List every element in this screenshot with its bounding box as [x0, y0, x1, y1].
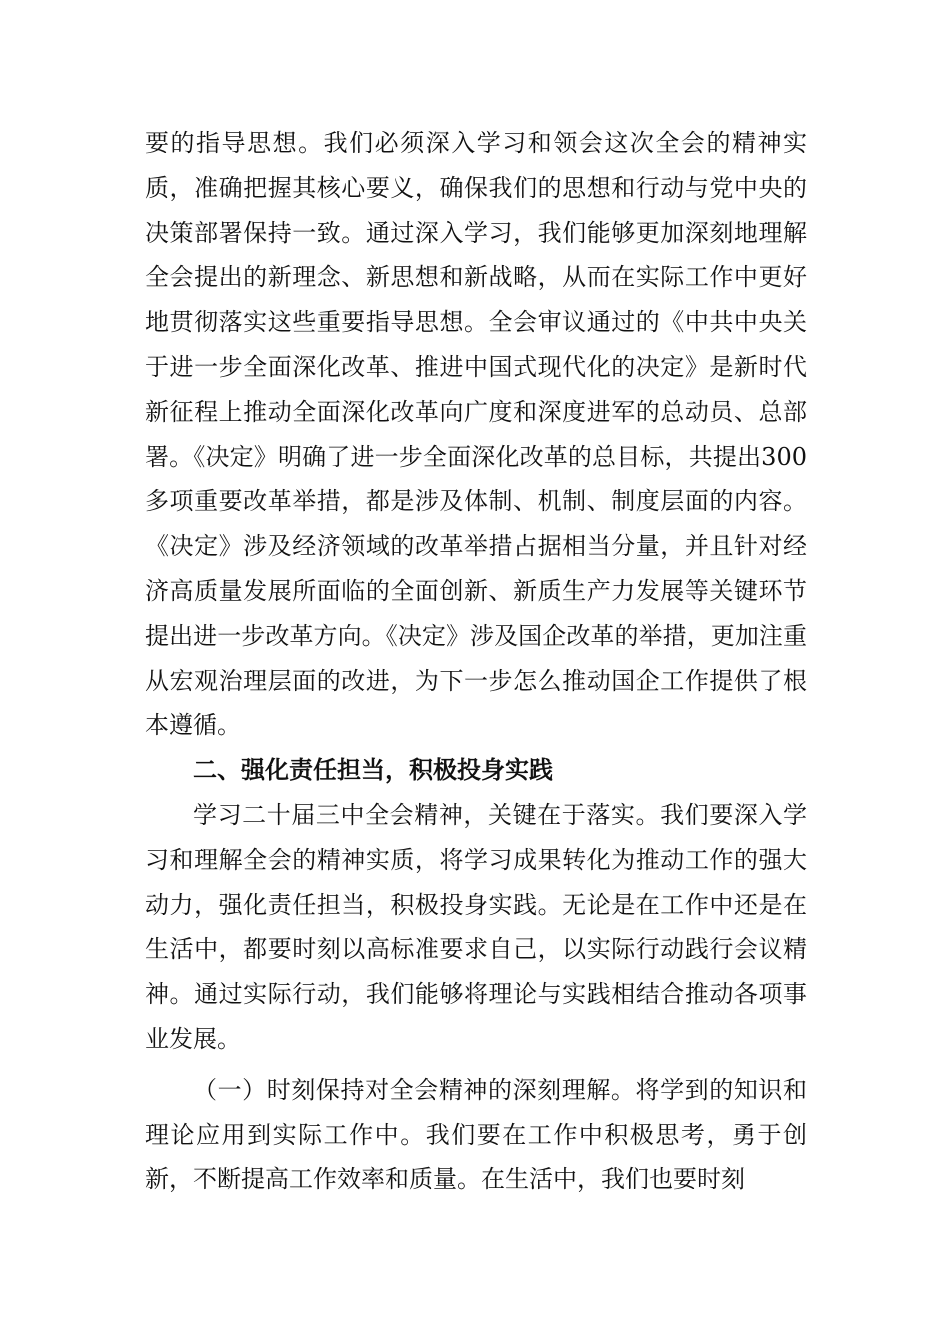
- section-paragraph: 学习二十届三中全会精神，关键在于落实。我们要深入学习和理解全会的精神实质，将学习成果转化为推动工作的强大动力，强化责任担当，积极投身实践。无论是在工作中还是在生活中，都要时刻以高标准要求自己，以实际行动践行会议精神。通过实际行动，我们能够将理论与实践相结合推动各项事业发展。: [145, 800, 807, 1053]
- subsection-paragraph: （一）时刻保持对全会精神的深刻理解。将学到的知识和理论应用到实际工作中。我们要在工作中积极思考，勇于创新，不断提高工作效率和质量。在生活中，我们也要时刻: [145, 1075, 807, 1194]
- paragraph-continued: 要的指导思想。我们必须深入学习和领会这次全会的精神实质，准确把握其核心要义，确保我们的思想和行动与党中央的决策部署保持一致。通过深入学习，我们能够更加深刻地理解全会提出的新理念、新思想和新战略，从而在实际工作中更好地贯彻落实这些重要指导思想。全会审议通过的《中共中央关于进一步全面深化改革、推进中国式现代化的决定》是新时代新征程上推动全面深化改革向广度和深度进军的总动员、总部署。《决定》明确了进一步全面深化改革的总目标，共提出300多项重要改革举措，都是涉及体制、机制、制度层面的内容。《决定》涉及经济领域的改革举措占据相当分量，并且针对经济高质量发展所面临的全面创新、新质生产力发展等关键环节提出进一步改革方向。《决定》涉及国企改革的举措，更加注重从宏观治理层面的改进，为下一步怎么推动国企工作提供了根本遵循。: [145, 129, 807, 740]
- section-heading: 二、强化责任担当，积极投身实践: [193, 756, 553, 785]
- document-body: [145, 121, 807, 1202]
